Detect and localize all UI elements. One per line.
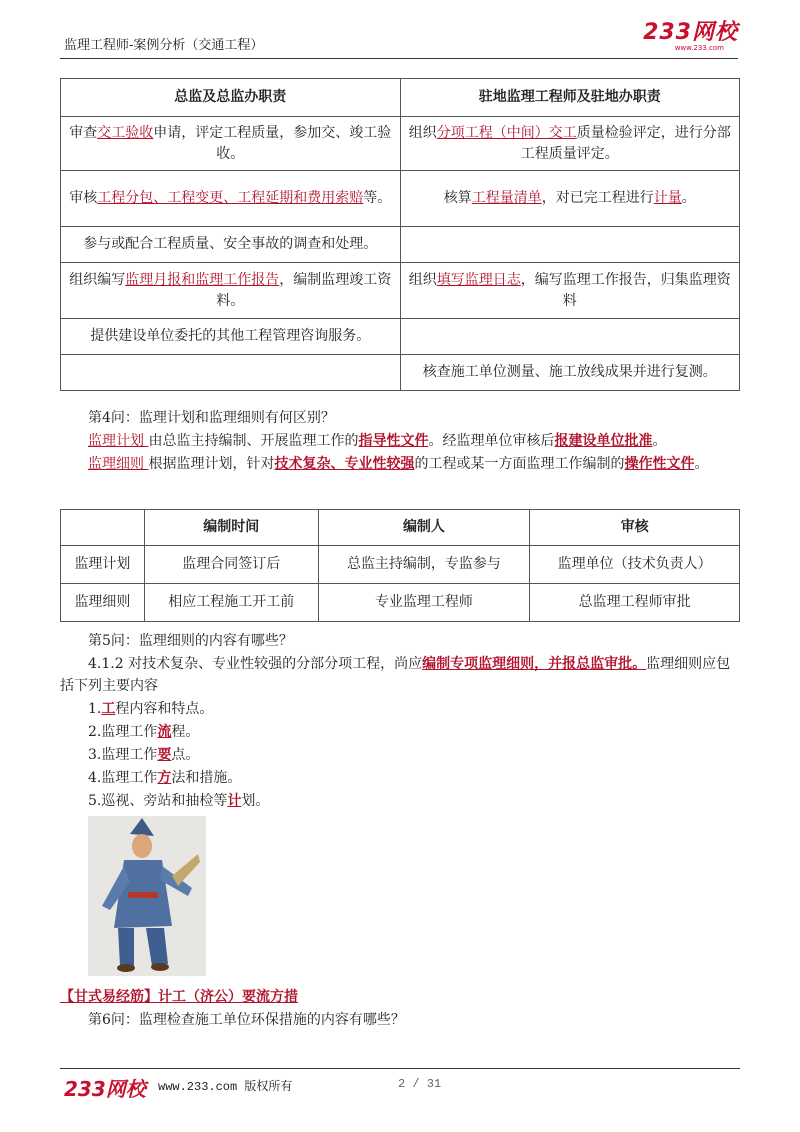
table-cell: 监理单位（技术负责人） — [530, 546, 740, 584]
footer-copyright: www.233.com 版权所有 — [158, 1080, 293, 1094]
duties-table — [60, 78, 740, 391]
table-cell: 审核工程分包、工程变更、工程延期和费用索赔等。 — [61, 171, 401, 227]
table-row — [61, 584, 740, 622]
table-cell: 总监理工程师审批 — [530, 584, 740, 622]
table-cell: 组织分项工程（中间）交工质量检验评定，进行分部工程质量评定。 — [400, 117, 740, 171]
list-item: 4.监理工作方法和措施。 — [88, 770, 242, 786]
comparison-table — [60, 509, 740, 622]
table-header-cell — [61, 510, 145, 546]
table-cell: 组织编写监理月报和监理工作报告，编制监理竣工资料。 — [61, 263, 401, 319]
monk-figure-image — [88, 816, 206, 976]
page-footer — [60, 1068, 740, 1101]
highlight-text: 工程量清单 — [471, 190, 542, 206]
q6-title: 第6问：监理检查施工单位环保措施的内容有哪些？ — [88, 1012, 405, 1028]
header-title: 监理工程师-案例分析（交通工程） — [64, 38, 264, 53]
page-number: 2 / 31 — [398, 1077, 442, 1091]
table-cell: 核算工程量清单，对已完工程进行计量。 — [400, 171, 740, 227]
list-item: 1.工程内容和特点。 — [88, 701, 214, 717]
list-item: 5.巡视、旁站和抽检等计划。 — [88, 793, 270, 809]
table-row — [61, 546, 740, 584]
list-item: 2.监理工作流程。 — [88, 724, 200, 740]
table-cell: 相应工程施工开工前 — [144, 584, 318, 622]
highlight-text: 交工验收 — [97, 124, 154, 141]
brand-logo[interactable] — [643, 22, 738, 52]
table-cell — [400, 319, 740, 355]
table-cell — [400, 227, 740, 263]
table-cell: 总监主持编制，专监参与 — [318, 546, 530, 584]
table-cell: 核查施工单位测量、施工放线成果并进行复测。 — [400, 355, 740, 391]
page-header — [60, 22, 738, 59]
highlight-text: 计量 — [653, 190, 682, 206]
table-cell: 提供建设单位委托的其他工程管理咨询服务。 — [61, 319, 401, 355]
table-cell: 监理细则 — [61, 584, 145, 622]
table-cell: 专业监理工程师 — [318, 584, 530, 622]
q4-plan-paragraph: 监理计划 由总监主持编制、开展监理工作的指导性文件。经监理单位审核后报建设单位批准。 — [88, 433, 667, 449]
table-header-cell: 编制时间 — [144, 510, 318, 546]
table-cell: 监理计划 — [61, 546, 145, 584]
table-header-cell: 编制人 — [318, 510, 530, 546]
table-cell: 监理合同签订后 — [144, 546, 318, 584]
illustration-figure — [88, 816, 206, 976]
highlight-text: 工程分包、工程变更、工程延期和费用索赔 — [97, 190, 364, 206]
logo-text: 233网校 — [643, 20, 738, 45]
table-cell — [61, 355, 401, 391]
table-header-cell: 总监及总监办职责 — [61, 79, 401, 117]
q5-intro: 4.1.2 对技术复杂、专业性较强的分部分项工程，尚应编制专项监理细则，并报总监审批。监理细则应包括下列主要内容 — [60, 656, 731, 694]
highlight-text: 监理月报和监理工作报告 — [125, 271, 280, 288]
logo-url: www.233.com — [674, 44, 724, 52]
highlight-text: 分项工程（中间）交工 — [436, 124, 577, 141]
q4-rules-paragraph: 监理细则 根据监理计划，针对技术复杂、专业性较强的工程或某一方面监理工作编制的操作性文件。 — [88, 456, 709, 472]
table-cell: 参与或配合工程质量、安全事故的调查和处理。 — [61, 227, 401, 263]
list-item: 3.监理工作要点。 — [88, 747, 200, 763]
q4-title: 第4问：监理计划和监理细则有何区别？ — [88, 410, 335, 426]
table-cell: 审查交工验收申请，评定工程质量，参加交、竣工验收。 — [61, 117, 401, 171]
table-cell: 组织填写监理日志，编写监理工作报告，归集监理资料 — [400, 263, 740, 319]
table-header-cell: 审核 — [530, 510, 740, 546]
q5-title: 第5问：监理细则的内容有哪些？ — [88, 633, 293, 649]
mnemonic-text: 【甘式易经筋】计工（济公）要流方措 — [60, 989, 298, 1005]
highlight-text: 填写监理日志 — [436, 271, 521, 288]
table-header-cell: 驻地监理工程师及驻地办职责 — [400, 79, 740, 117]
footer-logo[interactable]: 233网校 — [64, 1077, 146, 1101]
